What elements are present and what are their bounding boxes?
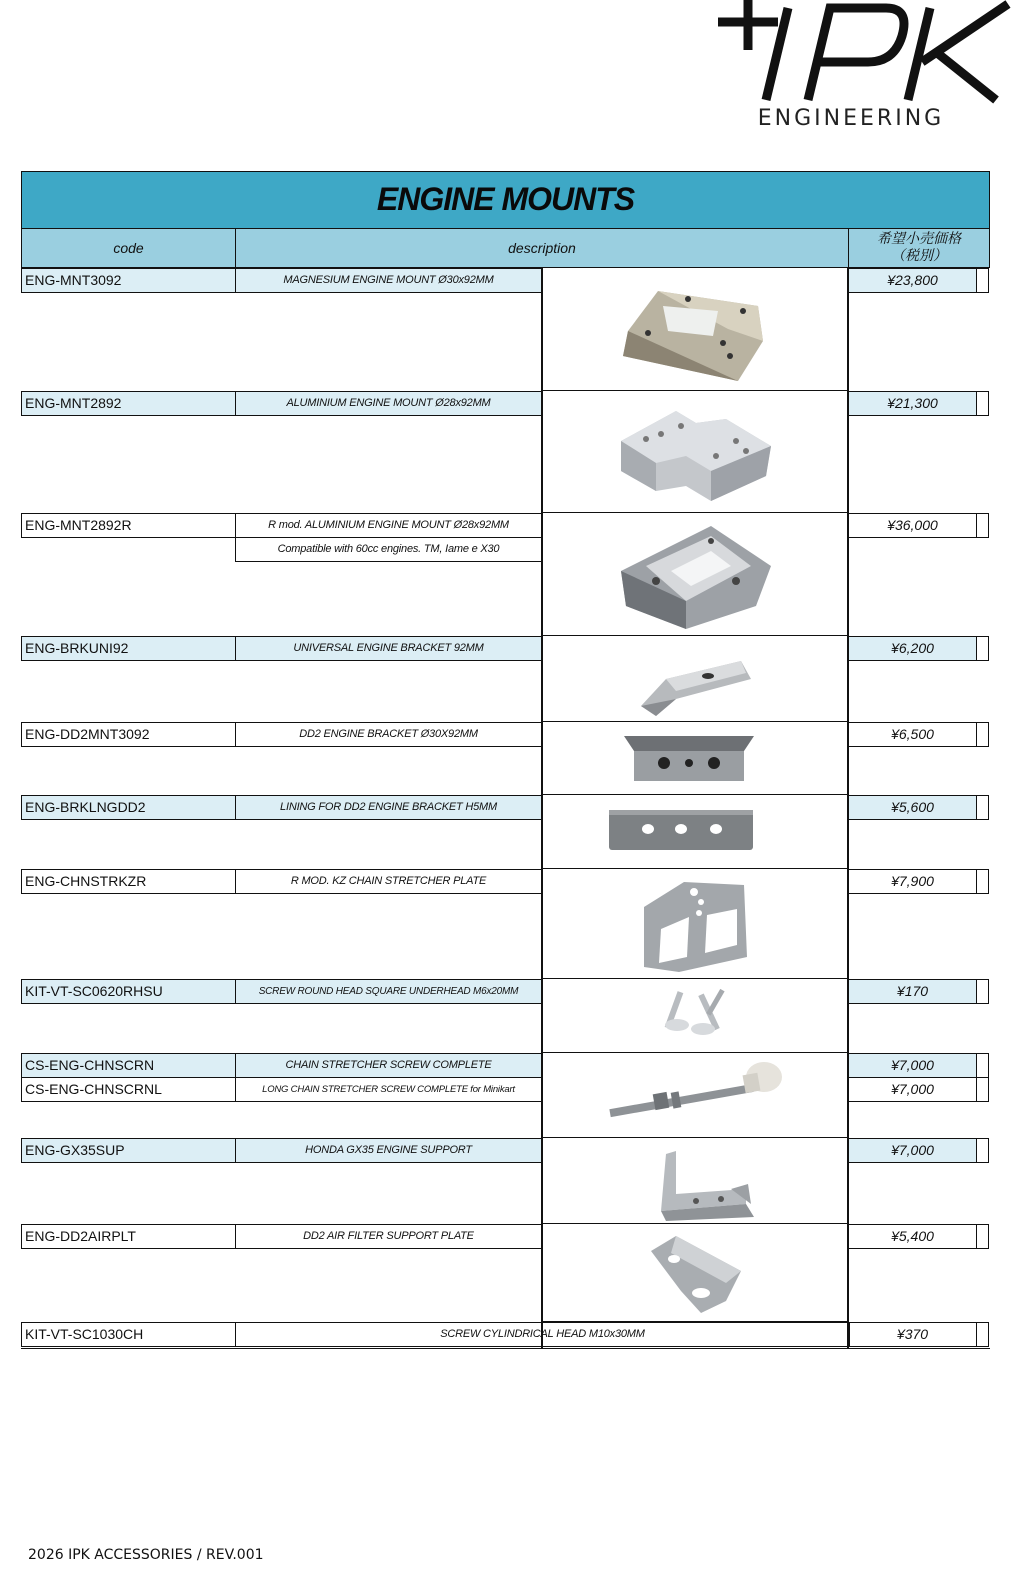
product-description: R mod. ALUMINIUM ENGINE MOUNT Ø28x92MM bbox=[235, 513, 542, 538]
image-cell-border bbox=[542, 978, 848, 979]
universal-bracket-photo bbox=[636, 651, 756, 719]
image-cell-border bbox=[542, 868, 848, 869]
product-description: MAGNESIUM ENGINE MOUNT Ø30x92MM bbox=[235, 268, 542, 293]
chain-stretcher-plate-photo bbox=[639, 877, 749, 975]
product-description: LONG CHAIN STRETCHER SCREW COMPLETE for Minikart bbox=[235, 1077, 542, 1102]
row-end-cell bbox=[976, 1053, 989, 1078]
product-code: KIT-VT-SC1030CH bbox=[21, 1322, 236, 1347]
page-title: ENGINE MOUNTS bbox=[376, 181, 635, 217]
price-table bbox=[21, 171, 990, 1349]
product-code: ENG-MNT3092 bbox=[21, 268, 236, 293]
image-cell-border bbox=[542, 1321, 848, 1322]
row-end-cell bbox=[976, 795, 989, 820]
header-code-label: code bbox=[113, 240, 144, 256]
header-code bbox=[21, 228, 236, 268]
product-description: LINING FOR DD2 ENGINE BRACKET H5MM bbox=[235, 795, 542, 820]
table-bottom-border bbox=[21, 1348, 990, 1349]
product-code: CS-ENG-CHNSCRN bbox=[21, 1053, 236, 1078]
row-end-cell bbox=[976, 979, 989, 1004]
product-description: SCREW ROUND HEAD SQUARE UNDERHEAD M6x20MM bbox=[235, 979, 542, 1004]
product-description: R MOD. KZ CHAIN STRETCHER PLATE bbox=[235, 869, 542, 894]
title-bar bbox=[21, 171, 990, 229]
dd2-bracket-photo bbox=[619, 731, 759, 787]
header-price-label: 希望小売価格 bbox=[877, 230, 961, 246]
image-cell-border bbox=[542, 721, 848, 722]
product-description: DD2 ENGINE BRACKET Ø30X92MM bbox=[235, 722, 542, 747]
image-cell-border bbox=[542, 1137, 848, 1138]
row-end-cell bbox=[976, 869, 989, 894]
header-price-tax-note: （税別） bbox=[891, 247, 947, 263]
aluminium-engine-mount-photo bbox=[616, 401, 776, 506]
gx35-support-photo bbox=[636, 1149, 756, 1221]
product-code: ENG-GX35SUP bbox=[21, 1138, 236, 1163]
lining-plate-photo bbox=[606, 805, 756, 855]
image-cell-border bbox=[542, 1052, 848, 1053]
magnesium-engine-mount-photo bbox=[618, 281, 768, 386]
ipk-logo-mark bbox=[696, 0, 1011, 110]
row-end-cell bbox=[976, 1077, 989, 1102]
row-end-cell bbox=[976, 268, 989, 293]
row-end-cell bbox=[976, 391, 989, 416]
product-price: ¥7,000 bbox=[848, 1053, 977, 1078]
product-note: Compatible with 60cc engines. TM, Iame e X30 bbox=[235, 537, 542, 562]
product-price: ¥5,600 bbox=[848, 795, 977, 820]
image-cell-border bbox=[542, 390, 848, 391]
product-price: ¥36,000 bbox=[848, 513, 977, 538]
product-price: ¥370 bbox=[848, 1322, 977, 1347]
image-cell-border bbox=[542, 1223, 848, 1224]
row-end-cell bbox=[976, 513, 989, 538]
image-cell-border bbox=[542, 794, 848, 795]
row-end-cell bbox=[976, 1322, 989, 1347]
product-code: ENG-BRKUNI92 bbox=[21, 636, 236, 661]
product-price: ¥7,900 bbox=[848, 869, 977, 894]
chain-stretcher-screw-photo bbox=[604, 1059, 784, 1129]
product-price: ¥7,000 bbox=[848, 1138, 977, 1163]
r-mod-engine-mount-photo bbox=[616, 521, 776, 631]
row-end-cell bbox=[976, 722, 989, 747]
footer-revision: 2026 IPK ACCESSORIES / REV.001 bbox=[28, 1547, 264, 1563]
ipk-logo bbox=[696, 0, 1011, 140]
product-code: KIT-VT-SC0620RHSU bbox=[21, 979, 236, 1004]
product-price: ¥6,500 bbox=[848, 722, 977, 747]
product-code: ENG-CHNSTRKZR bbox=[21, 869, 236, 894]
product-description: HONDA GX35 ENGINE SUPPORT bbox=[235, 1138, 542, 1163]
product-description: SCREW CYLINDRICAL HEAD M10x30MM bbox=[235, 1322, 850, 1347]
product-price: ¥23,800 bbox=[848, 268, 977, 293]
product-description: UNIVERSAL ENGINE BRACKET 92MM bbox=[235, 636, 542, 661]
product-code: ENG-DD2MNT3092 bbox=[21, 722, 236, 747]
product-code: ENG-BRKLNGDD2 bbox=[21, 795, 236, 820]
product-code: ENG-MNT2892R bbox=[21, 513, 236, 538]
product-price: ¥170 bbox=[848, 979, 977, 1004]
product-code: CS-ENG-CHNSCRNL bbox=[21, 1077, 236, 1102]
row-end-cell bbox=[976, 636, 989, 661]
product-price: ¥5,400 bbox=[848, 1224, 977, 1249]
product-code: ENG-MNT2892 bbox=[21, 391, 236, 416]
round-head-screws-photo bbox=[651, 983, 741, 1048]
brand-subtitle: ENGINEERING bbox=[757, 106, 945, 131]
image-cell-border bbox=[542, 512, 848, 513]
header-description bbox=[235, 228, 849, 268]
product-price: ¥7,000 bbox=[848, 1077, 977, 1102]
product-price: ¥6,200 bbox=[848, 636, 977, 661]
row-end-cell bbox=[976, 1224, 989, 1249]
row-end-cell bbox=[976, 1138, 989, 1163]
product-description: CHAIN STRETCHER SCREW COMPLETE bbox=[235, 1053, 542, 1078]
header-price bbox=[848, 228, 990, 268]
air-filter-plate-photo bbox=[646, 1231, 746, 1315]
image-cell-border bbox=[542, 635, 848, 636]
header-description-label: description bbox=[508, 240, 576, 256]
product-description: DD2 AIR FILTER SUPPORT PLATE bbox=[235, 1224, 542, 1249]
product-description: ALUMINIUM ENGINE MOUNT Ø28x92MM bbox=[235, 391, 542, 416]
product-code: ENG-DD2AIRPLT bbox=[21, 1224, 236, 1249]
product-price: ¥21,300 bbox=[848, 391, 977, 416]
